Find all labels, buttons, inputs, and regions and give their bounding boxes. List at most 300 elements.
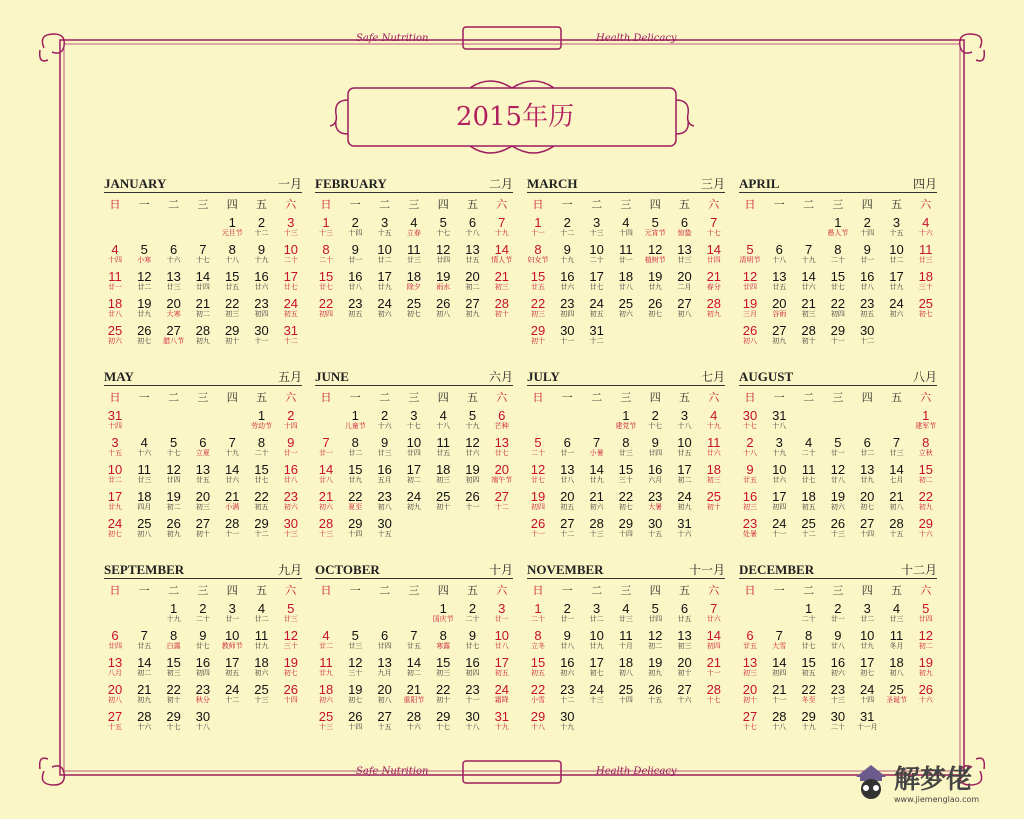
lunar-label: 初五	[589, 310, 604, 318]
day-cell	[612, 270, 640, 292]
lunar-label: 廿四	[706, 256, 721, 264]
day-number: 11	[137, 462, 152, 477]
lunar-label: 廿四	[648, 449, 663, 457]
lunar-label: 廿三	[137, 476, 152, 484]
day-number: 30	[742, 408, 758, 423]
lunar-label: 三十	[348, 669, 363, 677]
day-number: 31	[859, 709, 875, 724]
day-number: 21	[406, 682, 422, 697]
weekday-header: 一	[349, 391, 361, 404]
day-number: 8	[834, 242, 842, 257]
lunar-label: 元旦节	[221, 229, 243, 237]
lunar-label: 十一	[560, 337, 575, 345]
day-number: 19	[647, 269, 663, 284]
day-number: 4	[410, 215, 418, 230]
weekday-header: 四	[226, 391, 238, 404]
lunar-label: 初四	[830, 310, 845, 318]
day-number: 23	[859, 296, 875, 311]
day-cell	[641, 490, 669, 512]
day-cell	[736, 297, 764, 319]
day-cell	[795, 629, 823, 651]
day-number: 29	[618, 516, 634, 531]
day-number: 14	[318, 462, 334, 477]
weekday-header: 五	[467, 198, 478, 211]
day-cell	[371, 463, 399, 485]
lunar-label: 廿八	[319, 476, 333, 484]
lunar-label: 十七	[436, 723, 451, 731]
day-number: 9	[199, 628, 207, 643]
day-number: 25	[107, 323, 123, 338]
lunar-label: 初五	[348, 310, 363, 318]
day-cell	[612, 216, 640, 238]
weekday-header: 二	[803, 391, 815, 404]
day-cell	[341, 270, 369, 292]
lunar-label: 霜降	[494, 696, 509, 704]
weekday-header: 五	[467, 584, 478, 597]
day-number: 25	[706, 489, 722, 504]
day-cell	[853, 517, 881, 539]
day-number: 14	[706, 628, 722, 643]
day-number: 5	[140, 242, 148, 257]
day-number: 10	[889, 242, 904, 257]
day-number: 6	[199, 435, 207, 450]
day-number: 13	[195, 462, 211, 477]
lunar-label: 初六	[830, 503, 845, 511]
day-cell	[400, 436, 428, 458]
day-number: 16	[195, 655, 211, 670]
day-number: 4	[710, 408, 718, 423]
day-cell	[700, 243, 728, 265]
lunar-label: 廿九	[319, 669, 333, 677]
weekday-header: 五	[679, 198, 690, 211]
lunar-label: 十二	[494, 503, 509, 511]
day-number: 3	[287, 215, 295, 230]
lunar-label: 十九	[801, 723, 816, 731]
lunar-label: 廿八	[108, 310, 122, 318]
day-cell	[524, 436, 552, 458]
lunar-label: 廿二	[889, 256, 904, 264]
day-cell	[553, 243, 581, 265]
day-cell	[765, 490, 793, 512]
lunar-label: 廿八	[860, 283, 875, 291]
banner-top-right: Health Delicacy	[596, 33, 677, 44]
day-number: 10	[589, 628, 604, 643]
lunar-label: 廿六	[706, 615, 721, 623]
day-number: 29	[530, 709, 546, 724]
day-cell	[248, 463, 276, 485]
lunar-label: 廿五	[436, 449, 451, 457]
lunar-label: 十二	[560, 229, 575, 237]
weekday-header: 四	[649, 391, 661, 404]
day-cell	[795, 517, 823, 539]
lunar-label: 十三	[254, 696, 269, 704]
day-number: 24	[283, 296, 299, 311]
day-number: 1	[534, 215, 542, 230]
day-number: 11	[619, 628, 633, 643]
day-cell	[883, 517, 911, 539]
lunar-label: 立冬	[531, 642, 545, 650]
lunar-label: 十五	[108, 449, 122, 457]
lunar-label: 十一月	[856, 723, 878, 731]
lunar-label: 十八	[743, 449, 757, 457]
month-name-cn: 六月	[488, 370, 513, 384]
lunar-label: 十七	[743, 422, 757, 430]
month-name-en: SEPTEMBER	[104, 562, 185, 577]
lunar-label: 廿一	[319, 449, 333, 457]
month-september	[104, 560, 302, 750]
day-cell	[160, 517, 188, 539]
lunar-label: 廿三	[889, 449, 904, 457]
lunar-label: 廿二	[319, 642, 333, 650]
day-cell	[341, 517, 369, 539]
day-number: 17	[107, 489, 123, 504]
day-cell	[218, 297, 246, 319]
day-number: 18	[107, 296, 123, 311]
lunar-label: 十四	[283, 422, 298, 430]
weekday-header: 日	[532, 198, 544, 211]
day-number: 21	[706, 269, 722, 284]
day-number: 30	[647, 516, 663, 531]
lunar-label: 初三	[706, 476, 721, 484]
lunar-label: 小雪	[531, 696, 545, 704]
day-cell	[736, 656, 764, 678]
lunar-label: 十一	[531, 530, 545, 538]
month-june	[315, 367, 513, 557]
lunar-label: 廿七	[254, 476, 269, 484]
lunar-label: 廿二	[137, 283, 152, 291]
lunar-label: 廿七	[801, 476, 816, 484]
lunar-label: 谷雨	[772, 310, 787, 318]
lunar-label: 大暑	[648, 503, 663, 511]
day-number: 17	[494, 655, 510, 670]
day-number: 21	[889, 489, 904, 504]
lunar-label: 初七	[137, 337, 152, 345]
lunar-label: 初二	[677, 476, 692, 484]
day-number: 5	[439, 215, 447, 230]
day-cell	[189, 602, 217, 624]
day-number: 14	[889, 462, 904, 477]
month-header	[315, 560, 513, 579]
day-cell	[583, 517, 611, 539]
lunar-label: 廿一	[108, 283, 122, 291]
lunar-label: 十五	[377, 229, 392, 237]
lunar-label: 十三	[589, 696, 604, 704]
day-number: 16	[742, 489, 758, 504]
day-cell	[371, 656, 399, 678]
day-cell	[583, 436, 611, 458]
weekday-header: 日	[320, 198, 332, 211]
lunar-label: 十三	[830, 530, 845, 538]
lunar-label: 三十	[283, 642, 298, 650]
lunar-label: 初三	[801, 310, 816, 318]
day-cell	[641, 602, 669, 624]
day-cell	[218, 490, 246, 512]
day-cell	[429, 297, 457, 319]
day-cell	[312, 656, 340, 678]
lunar-label: 初五	[860, 310, 875, 318]
weekday-header: 二	[168, 391, 180, 404]
lunar-label: 十八	[677, 422, 692, 430]
lunar-label: 初十	[494, 310, 509, 318]
day-cell	[795, 602, 823, 624]
lunar-label: 十六	[137, 723, 152, 731]
day-number: 25	[618, 682, 634, 697]
day-cell	[277, 490, 305, 512]
lunar-label: 廿三	[618, 615, 633, 623]
logo-url[interactable]: www.jiemenglao.com	[894, 795, 980, 804]
day-number: 31	[107, 408, 123, 423]
lunar-label: 廿九	[648, 283, 663, 291]
day-number: 1	[228, 215, 236, 230]
day-number: 17	[406, 462, 422, 477]
day-number: 14	[224, 462, 240, 477]
day-cell	[488, 490, 516, 512]
day-cell	[101, 517, 129, 539]
lunar-label: 十三	[589, 530, 604, 538]
day-cell	[765, 297, 793, 319]
day-cell	[641, 683, 669, 705]
lunar-label: 廿六	[801, 283, 816, 291]
weekday-header: 五	[467, 391, 478, 404]
lunar-label: 初三	[166, 669, 181, 677]
day-cell	[341, 409, 369, 431]
weekday-header: 五	[256, 584, 267, 597]
day-number: 15	[530, 655, 546, 670]
day-cell	[371, 297, 399, 319]
day-number: 12	[465, 435, 480, 450]
day-cell	[130, 683, 158, 705]
lunar-label: 十八	[195, 723, 210, 731]
day-cell	[700, 216, 728, 238]
day-number: 14	[195, 269, 211, 284]
day-number: 24	[377, 296, 392, 311]
month-november	[527, 560, 725, 750]
day-number: 19	[137, 296, 152, 311]
day-cell	[189, 436, 217, 458]
month-header	[104, 367, 302, 386]
day-cell	[218, 602, 246, 624]
lunar-label: 初三	[743, 503, 757, 511]
lunar-label: 十四	[618, 229, 633, 237]
day-cell	[824, 243, 852, 265]
lunar-label: 初十	[531, 337, 545, 345]
day-cell	[189, 629, 217, 651]
day-cell	[736, 463, 764, 485]
lunar-label: 廿六	[772, 476, 787, 484]
day-cell	[160, 324, 188, 346]
day-number: 10	[283, 242, 299, 257]
day-cell	[277, 683, 305, 705]
lunar-label: 初二	[195, 310, 210, 318]
lunar-label: 初三	[195, 503, 210, 511]
lunar-label: 初三	[436, 476, 451, 484]
day-cell	[853, 324, 881, 346]
lunar-label: 初六	[283, 503, 298, 511]
day-cell	[400, 710, 428, 732]
day-cell	[853, 270, 881, 292]
weekday-header: 四	[437, 198, 449, 211]
month-name-en: JULY	[527, 369, 560, 384]
day-number: 25	[435, 489, 451, 504]
day-cell	[429, 490, 457, 512]
day-cell	[883, 656, 911, 678]
lunar-label: 廿四	[377, 642, 392, 650]
day-cell	[524, 710, 552, 732]
day-cell	[795, 683, 823, 705]
lunar-label: 二十	[319, 256, 333, 264]
lunar-label: 初二	[406, 669, 421, 677]
lunar-label: 十七	[166, 723, 181, 731]
day-cell	[400, 629, 428, 651]
day-number: 31	[677, 516, 692, 531]
day-cell	[824, 683, 852, 705]
day-number: 22	[918, 489, 934, 504]
day-number: 19	[742, 296, 758, 311]
day-number: 24	[589, 296, 604, 311]
weekday-header: 五	[891, 391, 902, 404]
day-number: 15	[224, 269, 240, 284]
lunar-label: 廿五	[743, 476, 757, 484]
day-cell	[248, 324, 276, 346]
day-cell	[101, 436, 129, 458]
lunar-label: 十五	[648, 530, 663, 538]
day-cell	[101, 324, 129, 346]
weekday-header: 日	[109, 198, 121, 211]
day-number: 5	[169, 435, 178, 450]
day-cell	[248, 216, 276, 238]
lunar-label: 初三	[225, 310, 240, 318]
day-number: 18	[406, 269, 422, 284]
lunar-label: 初九	[677, 503, 692, 511]
month-header	[104, 560, 302, 579]
day-number: 22	[618, 489, 634, 504]
lunar-label: 十三	[319, 530, 333, 538]
day-number: 20	[377, 682, 392, 697]
day-cell	[312, 243, 340, 265]
day-cell	[671, 629, 699, 651]
lunar-label: 廿一	[560, 615, 575, 623]
day-cell	[371, 490, 399, 512]
lunar-label: 植树节	[644, 256, 666, 264]
day-number: 20	[677, 655, 692, 670]
day-number: 23	[283, 489, 299, 504]
day-cell	[524, 324, 552, 346]
day-number: 8	[534, 242, 542, 257]
day-cell	[429, 436, 457, 458]
day-number: 12	[918, 628, 934, 643]
weekday-header: 二	[591, 584, 603, 597]
lunar-label: 初十	[195, 530, 210, 538]
day-number: 13	[677, 628, 692, 643]
day-number: 23	[647, 489, 663, 504]
lunar-label: 十四	[348, 530, 363, 538]
day-number: 13	[772, 269, 787, 284]
lunar-label: 八月	[108, 669, 122, 677]
weekday-header: 三	[832, 198, 844, 211]
day-number: 9	[287, 435, 295, 450]
lunar-label: 十九	[560, 723, 575, 731]
day-number: 5	[746, 242, 754, 257]
lunar-label: 廿九	[860, 476, 875, 484]
day-number: 9	[351, 242, 359, 257]
day-cell	[459, 656, 487, 678]
day-cell	[824, 297, 852, 319]
lunar-label: 初三	[436, 669, 451, 677]
lunar-label: 除夕	[406, 283, 421, 291]
day-cell	[488, 710, 516, 732]
day-number: 27	[107, 709, 123, 724]
day-number: 8	[169, 628, 178, 643]
day-number: 4	[322, 628, 330, 643]
day-cell	[130, 517, 158, 539]
day-number: 20	[677, 269, 692, 284]
day-number: 29	[918, 516, 934, 531]
day-number: 16	[465, 655, 480, 670]
day-number: 9	[563, 628, 571, 643]
weekday-header: 一	[561, 391, 573, 404]
day-number: 27	[677, 682, 692, 697]
day-number: 14	[589, 462, 604, 477]
lunar-label: 初八	[137, 530, 152, 538]
day-cell	[248, 270, 276, 292]
lunar-label: 十三	[319, 229, 333, 237]
lunar-label: 初十	[166, 696, 181, 704]
lunar-label: 十九	[494, 723, 509, 731]
lunar-label: 廿三	[918, 256, 933, 264]
day-number: 24	[406, 489, 422, 504]
day-number: 17	[589, 269, 604, 284]
day-cell	[400, 463, 428, 485]
day-cell	[765, 409, 793, 431]
lunar-label: 十三	[830, 696, 845, 704]
day-number: 25	[889, 682, 904, 697]
month-name-cn: 五月	[277, 370, 302, 384]
day-cell	[341, 216, 369, 238]
lunar-label: 初四	[319, 310, 333, 318]
lunar-label: 十四	[348, 229, 363, 237]
weekday-header: 一	[349, 584, 361, 597]
weekday-header: 二	[803, 584, 815, 597]
lunar-label: 寒露	[436, 642, 451, 650]
day-cell	[277, 436, 305, 458]
day-number: 25	[918, 296, 934, 311]
day-number: 22	[224, 296, 240, 311]
day-number: 13	[465, 242, 480, 257]
weekday-header: 三	[197, 198, 209, 211]
day-number: 18	[801, 489, 816, 504]
lunar-label: 十七	[406, 422, 421, 430]
day-number: 27	[465, 296, 480, 311]
day-cell	[553, 517, 581, 539]
day-number: 23	[348, 296, 363, 311]
day-number: 6	[498, 408, 506, 423]
day-cell	[853, 710, 881, 732]
day-number: 25	[801, 516, 816, 531]
lunar-label: 十一	[465, 696, 480, 704]
day-number: 20	[560, 489, 575, 504]
day-cell	[341, 243, 369, 265]
lunar-label: 十八	[465, 723, 480, 731]
day-number: 19	[830, 489, 846, 504]
day-number: 26	[166, 516, 181, 531]
lunar-label: 廿五	[531, 283, 545, 291]
day-number: 6	[380, 628, 389, 643]
day-number: 4	[922, 215, 930, 230]
day-cell	[553, 216, 581, 238]
day-number: 3	[892, 215, 901, 230]
lunar-label: 雨水	[436, 283, 451, 291]
day-cell	[583, 270, 611, 292]
